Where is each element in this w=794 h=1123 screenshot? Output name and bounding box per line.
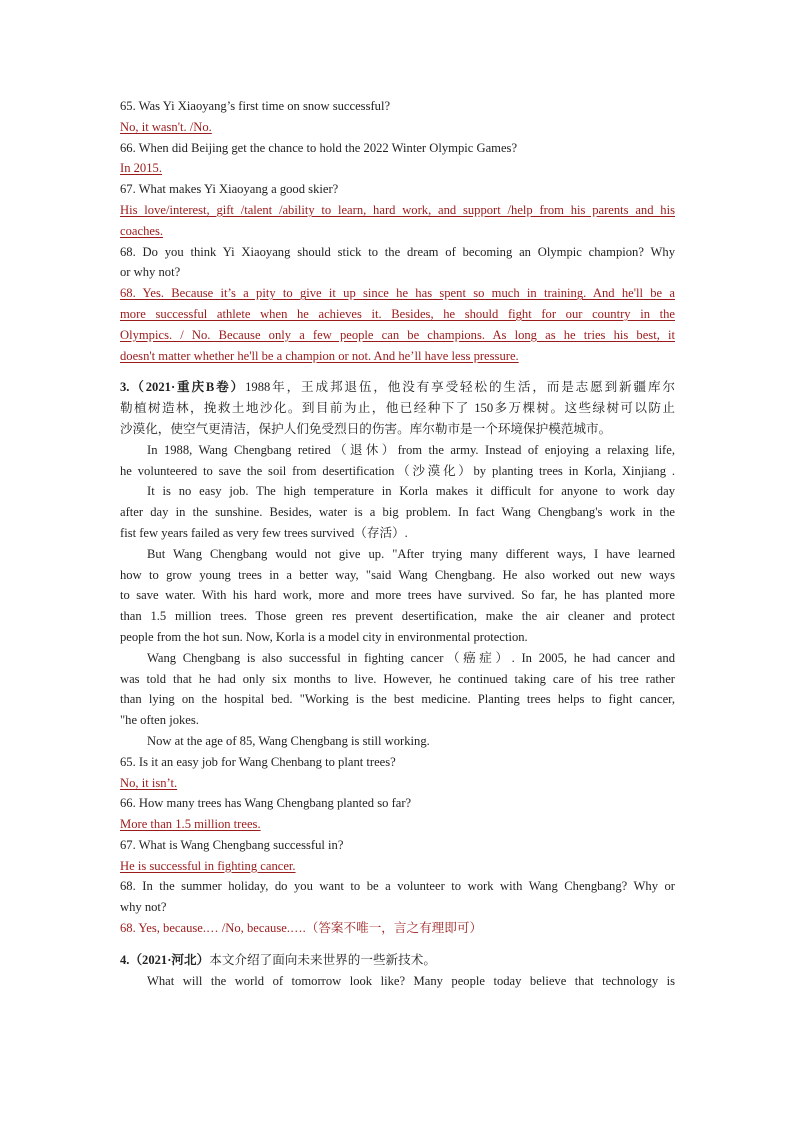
section-3-heading-line-2: 勒植树造林，挽救土地沙化。到目前为止，他已经种下了 150多万棵树。这些绿树可以防止 bbox=[120, 401, 675, 416]
section-3-heading-line-1 bbox=[120, 377, 675, 398]
question-68-line-1: 68. Do you think Yi Xiaoyang should stick to the dream of becoming an Olympic champion? Why bbox=[120, 244, 675, 259]
paragraph-4-line-4: "he often jokes. bbox=[120, 713, 199, 728]
paragraph-4-line-2: was told that he had only six months to live. However, he continued taking care of his tree rather bbox=[120, 671, 675, 686]
question-67: 67. What is Wang Chengbang successful in? bbox=[120, 837, 344, 852]
question-65: 65. Is it an easy job for Wang Chenbang to plant trees? bbox=[120, 754, 396, 769]
answer-68: 68. Yes, because.… /No, because.….（答案不唯一，言之有理即可） bbox=[120, 921, 483, 936]
answer-66: More than 1.5 million trees. bbox=[120, 817, 261, 832]
section-4-label: 4.（2021·河北） bbox=[120, 952, 210, 967]
paragraph-1-line-2: he volunteered to save the soil from desertification（沙漠化）by planting trees in Korla, Xinjiang . bbox=[120, 463, 675, 478]
question-67: 67. What makes Yi Xiaoyang a good skier? bbox=[120, 182, 339, 197]
answer-67-line-1: His love/interest, gift /talent /ability to learn, hard work, and support /help from his parents and his bbox=[120, 202, 675, 217]
answer-68-line-3: Olympics. / No. Because only a few people can be champions. As long as he tries his best, it bbox=[120, 327, 675, 342]
section-4-summary: 本文介绍了面向未来世界的一些新技术。 bbox=[209, 952, 436, 967]
question-68-line-2: or why not? bbox=[120, 265, 181, 280]
paragraph-2-line-1: It is no easy job. The high temperature in Korla makes it difficult for anyone to work day bbox=[147, 484, 675, 499]
section-wang-chengbang bbox=[120, 377, 675, 939]
paragraph-3-line-3: to save water. With his hard work, more and more trees have survived. So far, he has planted more bbox=[120, 588, 675, 603]
question-68-line-2: why not? bbox=[120, 900, 167, 915]
answer-68-line-2: more successful athlete when he achieves it. Besides, he should fight for our country in the bbox=[120, 306, 675, 321]
paragraph-3-line-2: how to grow young trees in a better way, "said Wang Chengbang. He also worked out new ways bbox=[120, 567, 675, 582]
section-4-heading bbox=[120, 950, 675, 971]
section-yi-xiaoyang-questions bbox=[120, 96, 675, 366]
paragraph-2-line-2: after day in the sunshine. Besides, water is a big problem. In fact Wang Chengbang's work in the bbox=[120, 505, 675, 520]
answer-66: In 2015. bbox=[120, 161, 162, 176]
question-68-line-1: 68. In the summer holiday, do you want to be a volunteer to work with Wang Chengbang? Why or bbox=[120, 879, 675, 894]
answer-65: No, it wasn't. /No. bbox=[120, 119, 212, 134]
section-3-summary: 1988年，王成邦退伍，他没有享受轻松的生活，而是志愿到新疆库尔 bbox=[245, 380, 676, 395]
document-page bbox=[120, 96, 675, 991]
paragraph-3-line-4: than 1.5 million trees. Those green res prevent desertification, make the air cleaner and protect bbox=[120, 609, 675, 624]
question-66: 66. When did Beijing get the chance to hold the 2022 Winter Olympic Games? bbox=[120, 140, 518, 155]
paragraph-3-line-1: But Wang Chengbang would not give up. "After trying many different ways, I have learned bbox=[147, 546, 675, 561]
section-world-of-tomorrow bbox=[120, 950, 675, 992]
question-66: 66. How many trees has Wang Chengbang planted so far? bbox=[120, 796, 412, 811]
answer-68-line-1: 68. Yes. Because it’s a pity to give it up since he has spent so much in training. And he'll be a bbox=[120, 286, 675, 301]
paragraph-3-line-5: people from the hot sun. Now, Korla is a model city in environmental protection. bbox=[120, 629, 528, 644]
paragraph-4-line-3: than lying on the hospital bed. "Working is the best medicine. Planting trees helps to fight cancer, bbox=[120, 692, 675, 707]
question-65: 65. Was Yi Xiaoyang’s first time on snow successful? bbox=[120, 99, 391, 113]
answer-68-line-4: doesn't matter whether he'll be a champion or not. And he’ll have less pressure. bbox=[120, 348, 519, 363]
answer-67: He is successful in fighting cancer. bbox=[120, 858, 296, 873]
answer-67-line-2: coaches. bbox=[120, 223, 164, 238]
section-3-heading-line-3: 沙漠化，使空气更清洁，保护人们免受烈日的伤害。库尔勒市是一个环境保护模范城市。 bbox=[120, 421, 612, 436]
paragraph-1-line-1: In 1988, Wang Chengbang retired（退休）from the army. Instead of enjoying a relaxing life, bbox=[147, 442, 675, 457]
section-4-paragraph-1-line-1: What will the world of tomorrow look like? Many people today believe that technology is bbox=[147, 973, 675, 988]
paragraph-4-line-1: Wang Chengbang is also successful in fighting cancer（癌症）. In 2005, he had cancer and bbox=[147, 650, 675, 665]
paragraph-2-line-3: fist few years failed as very few trees survived（存活）. bbox=[120, 525, 408, 540]
section-3-label: 3.（2021·重庆B卷） bbox=[120, 380, 246, 395]
paragraph-5-line-1: Now at the age of 85, Wang Chengbang is still working. bbox=[147, 733, 430, 748]
answer-65: No, it isn’t. bbox=[120, 775, 178, 790]
